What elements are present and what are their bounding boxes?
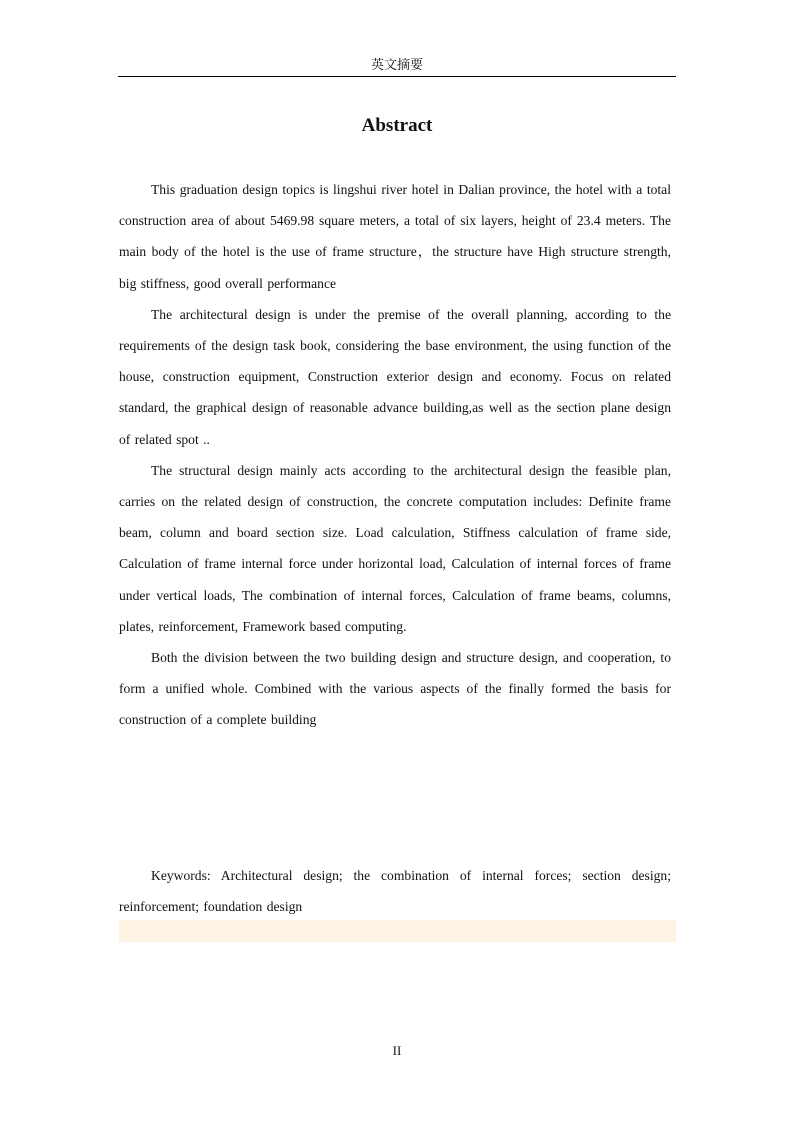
page-number: II <box>392 1043 402 1058</box>
abstract-body <box>119 174 671 736</box>
header-title: 英文摘要 <box>370 58 423 73</box>
page-header <box>118 56 676 77</box>
abstract-paragraph-1: This graduation design topics is lingshui river hotel in Dalian province, the hotel with a total construction area of about 5469.98 square meters, a total of six layers, height of 23.4 meters. The main body of the hotel is the use of frame structure，the structure have High structure strength, big stiffness, good overall performance <box>119 182 671 291</box>
abstract-paragraph-3: The structural design mainly acts according to the architectural design the feasible plan, carries on the related design of construction, the concrete computation includes: Definite frame beam, column and board section size. Load calculation, Stiffness calculation of frame side, Calculation of frame internal force under horizontal load, Calculation of internal forces of frame under vertical loads, The combination of internal forces, Calculation of frame beams, columns, plates, reinforcement, Framework based computing. <box>119 462 671 634</box>
abstract-paragraph-4: Both the division between the two building design and structure design, and cooperation, to form a unified whole. Combined with the various aspects of the finally formed the basis for construction of a complete building <box>119 650 671 728</box>
abstract-title: Abstract <box>361 115 433 136</box>
abstract-paragraph-2: The architectural design is under the premise of the overall planning, according to the requirements of the design task book, considering the base environment, the using function of the house, construction equipment, Construction exterior design and economy. Focus on related standard, the graphical design of reasonable advance building,as well as the section plane design of related spot .. <box>119 306 671 447</box>
highlighted-empty-line <box>119 920 676 942</box>
keywords-paragraph: Keywords: Architectural design; the combination of internal forces; section design; reinforcement; foundation design <box>119 868 671 915</box>
